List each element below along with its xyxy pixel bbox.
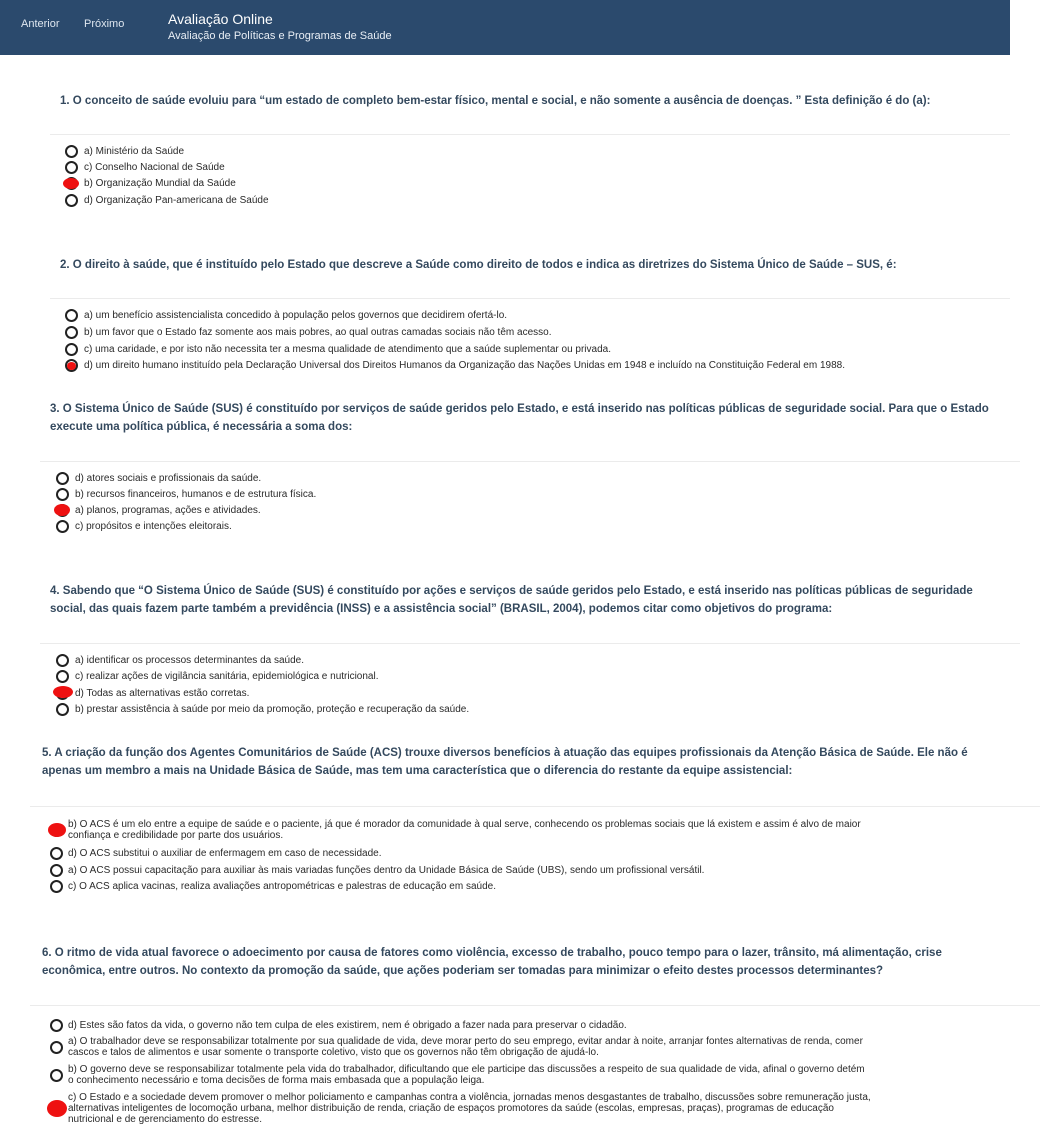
q1-option-a-radio[interactable] [65,145,78,158]
question-4-text [50,582,973,618]
q1-option-a-label: a) Ministério da Saúde [84,146,185,157]
question-5-line-1: 5. A criação da função dos Agentes Comunitários de Saúde (ACS) trouxe diversos benefícios à atuação das equipes profissionais da Atenção Básica de Saúde. Ele não é [42,747,968,759]
q6-option-a-line-1: a) O trabalhador deve se responsabilizar totalmente por sua qualidade de vida, deve morar perto do seu emprego, evitar andar à noite, arranjar fontes alternativas de renda, comer [68,1036,863,1047]
divider [30,1005,1040,1006]
q6-option-b-line-2: o conhecimento necessário e toma decisões de forma mais embasada que a população leiga. [68,1075,485,1086]
q6-option-c-line-1: c) O Estado e a sociedade devem promover o melhor policiamento e campanhas contra a violência, jornadas menos desgastantes de trabalho, discussões sobre remuneração justa, [68,1092,871,1103]
q2-option-a-radio[interactable] [65,309,78,322]
q5-option-b-line-1: b) O ACS é um elo entre a equipe de saúde e o paciente, já que é morador da comunidade à qual serve, conhecendo os problemas sociais que lá existem e assim é alvo de maior [68,819,861,830]
divider [50,298,1010,299]
question-4-line-1: 4. Sabendo que “O Sistema Único de Saúde (SUS) é constituído por ações e serviços de saúde geridos pelo Estado, e está inserido nas políticas públicas de seguridade [50,585,973,597]
q2-option-b-label: b) um favor que o Estado faz somente aos mais pobres, ao qual outras camadas sociais não têm acesso. [84,327,552,338]
question-3-line-1: 3. O Sistema Único de Saúde (SUS) é constituído por serviços de saúde geridos pelo Estado, e está inserido nas políticas públicas de seguridade social. Para que o Estado [50,403,989,415]
q4-option-a-radio[interactable] [56,654,69,667]
q4-option-c-label: c) realizar ações de vigilância sanitária, epidemiológica e nutricional. [75,671,379,682]
divider [40,461,1020,462]
q6-option-d-radio[interactable] [50,1019,63,1032]
q5-option-d-radio[interactable] [50,847,63,860]
q6-option-b-label [68,1064,865,1086]
q1-option-d-label: d) Organização Pan-americana de Saúde [84,195,269,206]
question-5-text [42,744,968,780]
next-button[interactable]: Próximo [84,18,125,30]
q2-option-d-label: d) um direito humano instituído pela Declaração Universal dos Direitos Humanos da Organização das Nações Unidas em 1948 e incluído na Constituição Federal em 1988. [84,360,845,371]
divider [30,806,1040,807]
q5-option-b-label [68,819,861,841]
top-bar [0,0,1010,55]
page-title: Avaliação Online [168,11,273,27]
q5-option-a-label: a) O ACS possui capacitação para auxiliar às mais variadas funções dentro da Unidade Básica de Saúde (UBS), sendo um profissional versátil. [68,865,705,876]
q6-option-a-label [68,1036,863,1058]
q4-option-c-radio[interactable] [56,670,69,683]
q5-option-d-label: d) O ACS substitui o auxiliar de enfermagem em caso de necessidade. [68,848,382,859]
q1-option-d-radio[interactable] [65,194,78,207]
divider [40,643,1020,644]
question-6-line-2: econômica, entre outros. No contexto da promoção da saúde, que ações poderiam ser tomadas para minimizar o efeito destes processos determinantes? [42,965,884,977]
selection-mark [48,823,66,837]
q6-option-c-line-2: alternativas inteligentes de locomoção urbana, melhor distribuição de renda, criação de espaços promotores da saúde (escolas, empresas, praças), programas de educação [68,1103,834,1114]
question-3-text [50,400,989,436]
q2-option-b-radio[interactable] [65,326,78,339]
q3-option-b-label: b) recursos financeiros, humanos e de estrutura física. [75,489,317,500]
q4-option-b-label: b) prestar assistência à saúde por meio da promoção, proteção e recuperação da saúde. [75,704,470,715]
question-5-line-2: apenas um membro a mais na Unidade Básica de Saúde, mas tem uma característica que o diferencia do restante da equipe assistencial: [42,765,793,777]
q3-option-d-label: d) atores sociais e profissionais da saúde. [75,473,262,484]
q4-option-a-label: a) identificar os processos determinantes da saúde. [75,655,305,666]
q3-option-c-label: c) propósitos e intenções eleitorais. [75,521,232,532]
q6-option-c-line-3: nutricional e de gerenciamento do estresse. [68,1114,263,1125]
question-4-line-2: social, das quais fazem parte também a previdência (INSS) e a assistência social” (BRASIL, 2004), podemos citar como objetivos do programa: [50,603,833,615]
q4-option-d-label: d) Todas as alternativas estão corretas. [75,688,250,699]
selection-mark [53,686,73,698]
q5-option-a-radio[interactable] [50,864,63,877]
q6-option-a-line-2: cascos e talos de alimentos e usar somente o transporte coletivo, visto que os governos não têm obrigação de ajudá-lo. [68,1047,599,1058]
q5-option-b-line-2: confiança e credibilidade por parte dos usuários. [68,830,284,841]
q6-option-b-line-1: b) O governo deve se responsabilizar totalmente pela vida do trabalhador, dificultando que ele participe das discussões a respeito de sua qualidade de vida, afinal o governo detém [68,1064,865,1075]
previous-button[interactable]: Anterior [21,18,60,30]
selection-mark [63,178,79,189]
q6-option-a-radio[interactable] [50,1041,63,1054]
page-subtitle: Avaliação de Políticas e Programas de Saúde [168,30,392,42]
selection-mark [67,362,76,370]
q1-option-b-label: b) Organização Mundial da Saúde [84,178,236,189]
question-6-line-1: 6. O ritmo de vida atual favorece o adoecimento por causa de fatores como violência, excesso de trabalho, pouco tempo para o lazer, trânsito, má alimentação, crise [42,947,942,959]
question-6-text [42,944,942,980]
q6-option-c-label [68,1092,871,1125]
q5-option-c-label: c) O ACS aplica vacinas, realiza avaliações antropométricas e palestras de educação em saúde. [68,881,497,892]
q5-option-c-radio[interactable] [50,880,63,893]
q3-option-b-radio[interactable] [56,488,69,501]
q6-option-d-label: d) Estes são fatos da vida, o governo não tem culpa de eles existirem, nem é obrigado a fazer nada para preservar o cidadão. [68,1020,627,1031]
q3-option-d-radio[interactable] [56,472,69,485]
q6-option-b-radio[interactable] [50,1069,63,1082]
divider [50,134,1010,135]
q3-option-c-radio[interactable] [56,520,69,533]
selection-mark [54,504,70,516]
q3-option-a-label: a) planos, programas, ações e atividades. [75,505,261,516]
q1-option-c-label: c) Conselho Nacional de Saúde [84,162,225,173]
q2-option-c-label: c) uma caridade, e por isto não necessita ter a mesma qualidade de atendimento que a saúde suplementar ou privada. [84,344,611,355]
q4-option-b-radio[interactable] [56,703,69,716]
question-2-text: 2. O direito à saúde, que é instituído pelo Estado que descreve a Saúde como direito de todos e indica as diretrizes do Sistema Único de Saúde – SUS, é: [60,259,897,271]
question-1-text: 1. O conceito de saúde evoluiu para “um estado de completo bem-estar físico, mental e social, e não somente a ausência de doenças. ” Esta definição é do (a): [60,95,931,107]
question-3-line-2: execute uma política pública, é necessária a soma dos: [50,421,353,433]
q1-option-c-radio[interactable] [65,161,78,174]
selection-mark [47,1100,67,1117]
q2-option-c-radio[interactable] [65,343,78,356]
q2-option-a-label: a) um benefício assistencialista concedido à população pelos governos que decidirem ofertá-lo. [84,310,508,321]
